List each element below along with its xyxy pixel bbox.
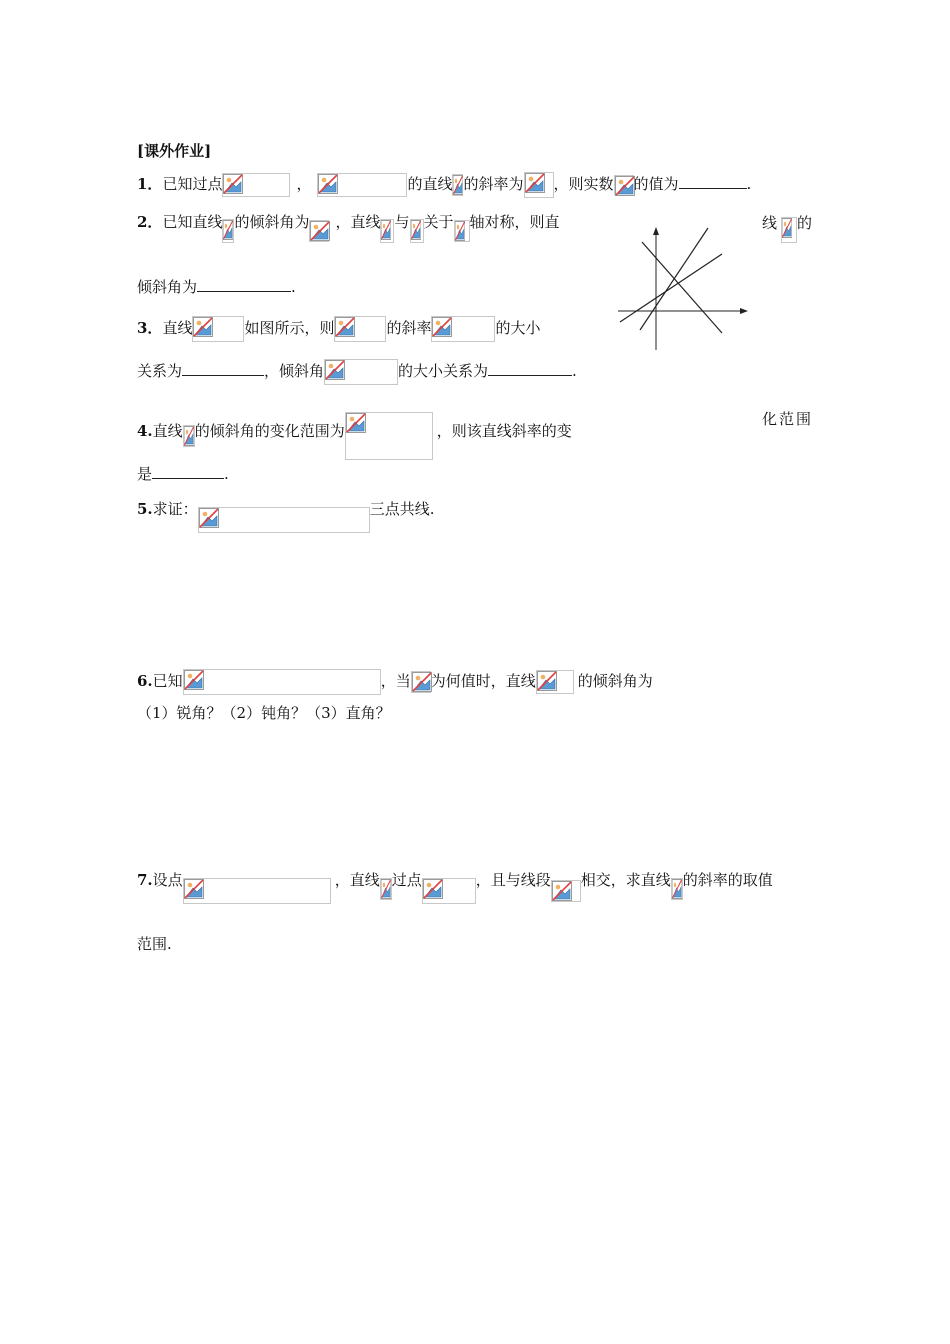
q7-text: 的斜率的取值 (682, 871, 773, 889)
answer-blank[interactable] (488, 360, 572, 376)
q4-text: 直线 (152, 422, 183, 440)
broken-image-icon (423, 879, 443, 899)
q1-text: 的直线 (407, 175, 453, 193)
q4-number: 4. (137, 422, 153, 440)
image-placeholder (183, 669, 381, 695)
q4-text: 的倾斜角的变化范围为 (194, 422, 345, 440)
q7-text: 过点 (391, 871, 422, 889)
broken-image-icon (223, 220, 233, 240)
broken-image-icon (310, 221, 330, 241)
q2-text: 倾斜角为 (137, 278, 198, 296)
lines-graph (618, 224, 750, 352)
broken-image-icon (199, 508, 219, 528)
answer-blank[interactable] (152, 463, 224, 479)
broken-image-icon (615, 176, 635, 196)
q6-number: 6. (137, 672, 153, 690)
y-axis-arrow (653, 227, 659, 235)
image-placeholder (380, 219, 394, 243)
q1-text: 的值为 (633, 175, 679, 193)
broken-image-icon (411, 220, 421, 240)
q5-text: 三点共线. (369, 500, 435, 518)
image-placeholder (410, 219, 424, 243)
q7-text: 范围. (137, 935, 172, 953)
image-placeholder (536, 670, 574, 694)
question-4-right (762, 408, 813, 430)
q3-number: 3． (137, 319, 163, 337)
image-placeholder (309, 220, 329, 242)
x-axis-arrow (740, 308, 748, 314)
question-3 (137, 316, 541, 342)
question-3-cont (137, 359, 577, 385)
broken-image-icon (672, 879, 682, 899)
q2-text: 已知直线 (162, 213, 223, 231)
image-placeholder (380, 878, 392, 900)
q2-text: 线 (762, 214, 778, 232)
q2-text: 的 (797, 214, 813, 232)
broken-image-icon (184, 426, 194, 446)
image-placeholder (183, 425, 195, 447)
image-placeholder (781, 217, 797, 243)
q6-text: 为何值时，直线 (430, 672, 536, 690)
image-placeholder (222, 219, 234, 243)
q3-text: 的斜率 (386, 319, 432, 337)
image-placeholder (192, 316, 244, 342)
q2-text: . (291, 278, 296, 296)
broken-image-icon (453, 175, 463, 195)
question-1 (137, 172, 751, 198)
image-placeholder (524, 172, 554, 198)
question-2 (137, 211, 560, 235)
q1-text: 的斜率为 (463, 175, 524, 193)
broken-image-icon (346, 413, 366, 433)
broken-image-icon (537, 671, 557, 691)
line-shallow (620, 254, 722, 322)
q2-text: 关于 (423, 213, 454, 231)
q6-text: 的倾斜角为 (577, 672, 653, 690)
broken-image-icon (381, 220, 391, 240)
question-7 (137, 868, 773, 894)
q7-text: 设点 (152, 871, 183, 889)
broken-image-icon (455, 221, 465, 241)
q2-text: ，直线 (335, 213, 381, 231)
broken-image-icon (223, 174, 243, 194)
broken-image-icon (381, 879, 391, 899)
broken-image-icon (525, 173, 545, 193)
image-placeholder (345, 412, 433, 460)
image-placeholder (334, 316, 386, 342)
answer-blank[interactable] (679, 173, 747, 189)
q4-text: 是 (137, 465, 153, 483)
answer-blank[interactable] (197, 276, 291, 292)
image-placeholder (183, 878, 331, 904)
image-placeholder (431, 316, 495, 342)
q3-text: 的大小关系为 (398, 362, 489, 380)
answer-blank[interactable] (182, 360, 264, 376)
q7-text: ，直线 (334, 871, 380, 889)
line-negative (642, 242, 722, 333)
q3-text: 的大小 (495, 319, 541, 337)
q3-text: ，倾斜角 (264, 362, 325, 380)
q3-text: . (572, 362, 577, 380)
section-heading: [课外作业] (137, 142, 212, 160)
q3-text: 如图所示，则 (244, 319, 335, 337)
q2-text: 的倾斜角为 (234, 213, 310, 231)
question-5 (137, 497, 434, 523)
broken-image-icon (412, 672, 432, 692)
question-4 (137, 408, 572, 456)
image-placeholder (551, 880, 581, 902)
q7-text: 相交，求直线 (580, 871, 671, 889)
q2-text: 与 (394, 213, 410, 231)
q3-text: 直线 (162, 319, 193, 337)
question-6 (137, 669, 653, 695)
q7-number: 7. (137, 871, 153, 889)
q3-text: 关系为 (137, 362, 183, 380)
q5-text: 求证： (152, 500, 198, 518)
q4-text: . (224, 465, 229, 483)
question-2-cont (137, 276, 296, 298)
q1-text: . (746, 175, 752, 193)
q1-text: ， (296, 175, 312, 193)
broken-image-icon (184, 670, 204, 690)
image-placeholder (198, 507, 370, 533)
broken-image-icon (335, 317, 355, 337)
broken-image-icon (432, 317, 452, 337)
broken-image-icon (325, 360, 345, 380)
image-placeholder (422, 878, 476, 904)
q6-text: ，当 (380, 672, 411, 690)
image-placeholder (452, 174, 463, 196)
q1-text: 已知过点 (162, 175, 223, 193)
broken-image-icon (782, 218, 792, 238)
q2-text: 轴对称，则直 (469, 213, 560, 231)
image-placeholder (317, 173, 407, 197)
q2-number: 2． (137, 213, 163, 231)
question-4-cont (137, 463, 229, 485)
broken-image-icon (552, 881, 572, 901)
question-6-options (137, 702, 391, 724)
q4-text: ，则该直线斜率的变 (436, 422, 572, 440)
q4-text: 化范围 (762, 410, 814, 428)
q1-text: ，则实数 (553, 175, 614, 193)
broken-image-icon (184, 879, 204, 899)
image-placeholder (454, 220, 470, 242)
broken-image-icon (318, 174, 338, 194)
image-placeholder (324, 359, 398, 385)
question-2-right (762, 211, 812, 237)
image-placeholder (222, 173, 290, 197)
broken-image-icon (193, 317, 213, 337)
q6-text: 已知 (152, 672, 183, 690)
q1-number: 1． (137, 175, 163, 193)
question-7-cont (137, 933, 172, 955)
q7-text: ，且与线段 (475, 871, 551, 889)
q6-text: （1）锐角？（2）钝角？（3）直角？ (137, 704, 391, 722)
image-placeholder (671, 878, 683, 900)
q5-number: 5. (137, 500, 153, 518)
image-placeholder (614, 175, 634, 195)
image-placeholder (411, 671, 431, 693)
